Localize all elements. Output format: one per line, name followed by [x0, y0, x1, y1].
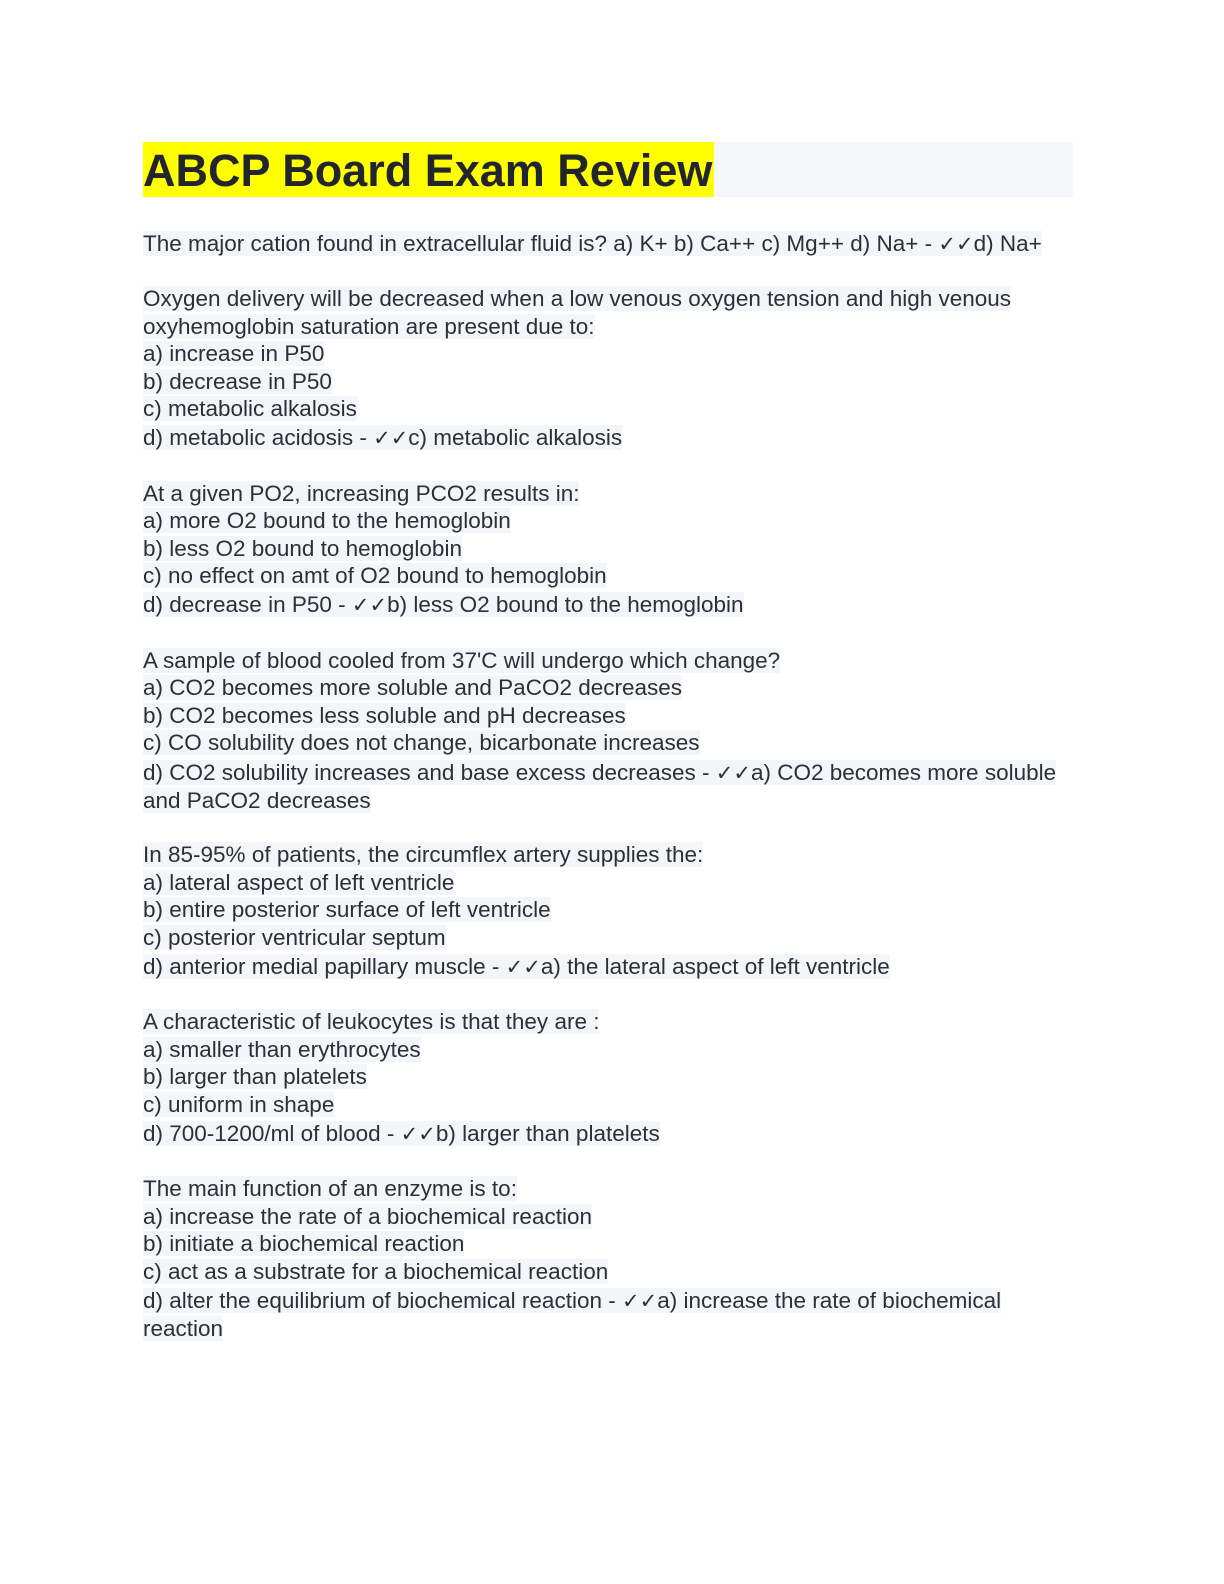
check-icon: ✓✓ — [505, 954, 541, 979]
option-item: a) more O2 bound to the hemoglobin — [143, 508, 511, 534]
check-icon: ✓✓ — [351, 593, 388, 618]
question-stem: At a given PO2, increasing PCO2 results in: — [143, 480, 580, 506]
answer-text: d) Na+ — [973, 231, 1042, 256]
answer-line — [143, 1287, 1073, 1343]
question-block — [143, 1175, 1073, 1342]
check-icon: ✓✓ — [373, 426, 409, 451]
check-icon: ✓✓ — [938, 232, 974, 256]
answer-text: b) larger than platelets — [435, 1120, 660, 1146]
title-bar — [143, 142, 1073, 197]
option-item: c) posterior ventricular septum — [143, 924, 446, 950]
question-block — [143, 841, 1073, 981]
option-item: b) less O2 bound to hemoglobin — [143, 535, 462, 561]
question-block — [143, 647, 1073, 814]
last-option: d) 700-1200/ml of blood - — [143, 1120, 401, 1146]
option-item: b) initiate a biochemical reaction — [143, 1231, 465, 1257]
answer-text: b) less O2 bound to the hemoglobin — [387, 592, 744, 618]
option-item: b) entire posterior surface of left ventricle — [143, 897, 551, 923]
option-item: c) CO solubility does not change, bicarbonate increases — [143, 730, 700, 756]
question-block — [143, 230, 1073, 258]
option-item: c) uniform in shape — [143, 1091, 335, 1117]
option-item: c) no effect on amt of O2 bound to hemoglobin — [143, 563, 607, 589]
document-page — [143, 142, 1073, 1370]
answer-line — [143, 1120, 1073, 1148]
option-item: c) act as a substrate for a biochemical reaction — [143, 1258, 609, 1284]
check-icon: ✓✓ — [715, 760, 751, 785]
answer-line — [143, 591, 1073, 619]
last-option: d) alter the equilibrium of biochemical reaction - — [143, 1288, 622, 1313]
last-option: d) metabolic acidosis - — [143, 425, 374, 451]
option-item: a) increase the rate of a biochemical reaction — [143, 1203, 592, 1229]
answer-line — [143, 424, 1073, 452]
option-item: b) decrease in P50 — [143, 368, 332, 394]
check-icon: ✓✓ — [621, 1289, 658, 1313]
answer-line — [143, 759, 1073, 815]
last-option: d) anterior medial papillary muscle - — [143, 953, 506, 979]
question-stem: A sample of blood cooled from 37'C will undergo which change? — [143, 647, 781, 673]
question-stem: Oxygen delivery will be decreased when a low venous oxygen tension and high venous oxyhemoglobin saturation are present due to: — [143, 286, 1012, 339]
answer-text: a) increase the rate of biochemical reaction — [143, 1288, 1002, 1342]
answer-line — [143, 953, 1073, 981]
option-item: a) lateral aspect of left ventricle — [143, 869, 455, 895]
question-stem: In 85-95% of patients, the circumflex artery supplies the: — [143, 842, 704, 868]
question-line — [143, 230, 1073, 258]
last-option: d) decrease in P50 - — [143, 592, 352, 618]
document-title: ABCP Board Exam Review — [143, 142, 714, 197]
check-icon: ✓✓ — [400, 1121, 436, 1146]
option-item: c) metabolic alkalosis — [143, 396, 357, 422]
answer-text: a) the lateral aspect of left ventricle — [540, 953, 890, 979]
question-block — [143, 285, 1073, 452]
question-block — [143, 480, 1073, 620]
option-item: b) CO2 becomes less soluble and pH decreases — [143, 702, 626, 728]
question-stem: The main function of an enzyme is to: — [143, 1176, 517, 1202]
last-option: d) CO2 solubility increases and base excess decreases - — [143, 759, 716, 785]
option-item: a) smaller than erythrocytes — [143, 1036, 421, 1062]
question-text: The major cation found in extracellular fluid is? a) K+ b) Ca++ c) Mg++ d) Na+ - — [143, 231, 939, 256]
answer-text: c) metabolic alkalosis — [408, 425, 623, 451]
option-item: a) increase in P50 — [143, 341, 325, 367]
question-stem: A characteristic of leukocytes is that they are : — [143, 1009, 600, 1035]
option-item: b) larger than platelets — [143, 1064, 367, 1090]
question-block — [143, 1008, 1073, 1148]
answer-text: a) CO2 becomes more soluble and PaCO2 decreases — [143, 759, 1057, 813]
option-item: a) CO2 becomes more soluble and PaCO2 decreases — [143, 675, 683, 701]
